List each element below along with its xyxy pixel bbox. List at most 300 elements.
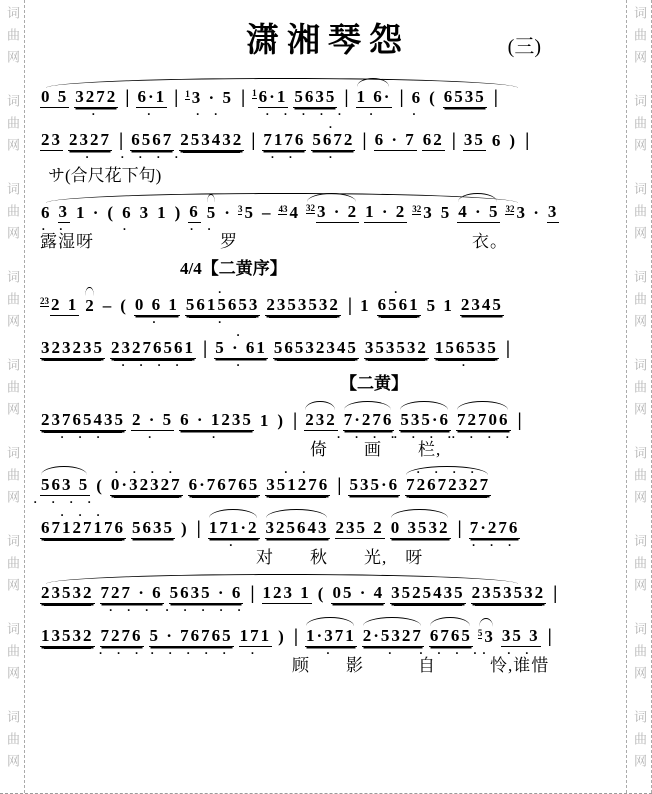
note-group [335,518,385,549]
note-group [40,130,63,161]
note-digits: 5635 · 6 [169,583,243,602]
octave-dots-above: · [236,328,246,342]
note-digits: 6·1 [137,87,167,106]
note-group [273,338,359,369]
octave-dots-below: · · [507,646,535,660]
note-digits: 6567 [131,130,174,149]
note-digits: ) [181,519,189,538]
note-group [95,476,105,506]
grace-note: 3 [237,203,243,214]
watermark-text-right: 词曲网 词曲网 词曲网 词曲网 词曲网 词曲网 词曲网 词曲网 词曲网 [632,6,647,776]
barline: | [547,626,552,647]
note-group [262,583,312,614]
note-digits: 5672 [312,130,355,149]
music-line-9 [40,399,616,444]
barline: | [337,475,342,496]
note-digits: 3 · [516,203,541,222]
note-group [362,626,424,660]
note-group [311,120,355,164]
note-group [377,285,421,326]
note-group [40,203,53,236]
octave-dots-below: · [236,358,246,372]
note-digits: 3272 [75,87,118,106]
note-group [419,626,483,660]
barline: | [362,130,367,151]
barline: | [240,87,246,108]
note-group [359,296,372,326]
note-group [40,410,126,444]
note-group [469,518,521,552]
octave-dots-below: · [207,222,217,236]
note-digits: · [224,203,232,222]
note-digits: 5615653 [185,295,260,314]
note-digits: 535·6 [349,475,400,494]
octave-dots-below: · · · [99,646,144,660]
note-group [412,203,435,233]
note-group [40,338,105,369]
slur-arc [400,401,448,410]
note-digits: 05 · 4 [332,583,385,602]
lyrics-line: 露湿呀 罗 衣。 [40,232,508,251]
note-digits: 353532 [364,338,428,357]
octave-dots-below: · · · · [121,358,185,372]
note-group [239,626,273,660]
octave-dots-below: · · · [60,430,106,444]
note-digits: 5 [244,203,255,222]
note-digits: 6 [491,131,503,150]
section-label: 4/4【二黄序】 [180,259,287,278]
slur-arc [209,509,257,518]
note-digits: ) [509,131,518,150]
note-group [102,296,115,326]
part-number: (三) [507,36,541,58]
note-digits: 3 [484,627,495,646]
note-group [477,627,496,660]
note-digits: ( [429,88,437,107]
note-digits: 5 [440,203,452,222]
barline: | [251,130,256,151]
note-digits: 67127176 [41,518,125,537]
grace-note: 5 [477,627,483,638]
note-group [440,203,453,233]
watermark-rail-right [626,0,652,793]
section-label: サ(合尺花下句) [48,166,162,185]
octave-dots-below: · [229,538,239,552]
barline: | [525,130,530,151]
octave-dots-above: · [394,285,404,299]
note-digits: 1 [360,296,371,315]
note-digits: 2327 [69,130,111,149]
note-group [214,328,268,372]
note-digits: 0·32327 [110,475,182,494]
octave-dots-below: · [122,222,132,236]
note-group [501,626,541,660]
note-digits: ( [107,203,116,222]
note-group [40,626,95,657]
note-group [119,296,129,326]
note-digits: 563 5 [41,475,90,494]
octave-dots-below: · [388,646,398,660]
music-line-11 [40,507,616,552]
lyrics-line: 对 秋 光, 呀 [40,548,424,567]
note-digits: 3 · 2 [316,202,359,221]
grace-note: 32 [505,203,515,214]
barline: | [344,87,349,108]
note-digits: 1 · [76,203,101,222]
note-digits: 1 [157,203,168,222]
note-group [428,88,438,118]
note-digits: 6 [122,203,133,222]
note-digits: 6 [411,88,423,107]
note-digits: 171 [239,626,272,645]
note-group [278,203,301,233]
note-group [40,583,95,614]
music-line-2 [40,119,616,164]
octave-dots-below: · [152,315,162,329]
octave-dots-below: · · · · [283,107,347,121]
note-digits: 2353532 [471,583,546,602]
music-line-4 [40,191,616,236]
note-digits: 6 [189,202,200,221]
music-line-12 [40,572,616,617]
note-group [238,203,256,233]
barline: | [174,87,179,108]
note-group [364,202,407,233]
octave-dots-below: · · · · [33,495,97,509]
slur-arc [457,401,508,410]
note-group [505,203,541,233]
octave-dots-below: · [147,107,157,121]
note-group [337,410,401,444]
lyrics-line: 倚 画 栏, [40,440,442,459]
octave-dots-below: · · · · [451,430,515,444]
slur-arc [85,287,94,296]
note-digits: 323235 [41,338,104,357]
note-group [208,518,260,552]
note-group [110,465,183,506]
note-group [106,203,116,233]
barline: | [399,87,404,108]
note-digits: 2 · 5 [132,410,174,429]
note-digits: 7276 [100,626,143,645]
note-digits: 23 [41,130,62,149]
note-group [460,295,504,326]
note-group [422,130,445,161]
note-group [331,583,385,614]
note-group [179,130,244,161]
note-group [508,131,518,161]
note-digits: 0 3532 [390,518,450,537]
note-digits: 6 [41,203,52,222]
note-digits: 0 5 [41,87,69,106]
slur-arc [479,618,493,627]
octave-dots-below: · [326,646,336,660]
slur-arc [391,509,448,518]
note-digits: 3525435 [391,583,465,602]
octave-dots-below: · · [196,107,224,121]
note-group [165,583,247,617]
note-group [121,203,134,236]
note-group [149,626,234,660]
grace-note: 1 [185,88,190,99]
note-group [188,202,201,236]
octave-dots-below: · [59,222,69,236]
slur-arc [306,617,354,626]
music-line-1 [40,76,616,121]
note-digits: 23765435 [41,410,125,429]
note-digits: 171·2 [208,518,259,537]
note-group [40,295,79,326]
note-group [393,410,457,444]
note-group [68,130,112,164]
score-title: 潇湘琴怨 [246,23,410,59]
note-digits: 3 [58,202,69,221]
slur-arc [430,617,470,626]
note-digits: 72706 [457,410,510,429]
note-digits: ( [120,296,128,315]
octave-dots-below: · [212,430,221,444]
note-digits: 6561 [377,295,420,314]
note-digits: 2353532 [266,295,340,314]
note-digits: 6765 [429,626,472,645]
note-digits: 5 1 [426,296,454,315]
note-group [411,88,424,121]
note-group [390,583,466,614]
slur-arc [41,466,87,475]
note-digits: 1 6· [356,87,392,106]
note-group [58,202,71,236]
note-digits: 3 [139,203,151,222]
note-digits: 5 · 61 [215,338,267,357]
octave-dots-below: · [328,150,338,164]
note-group [131,518,175,549]
grace-note: 1 [252,87,257,98]
octave-dots-below: · [482,646,492,660]
note-digits: 5635 [132,518,174,537]
note-group [180,519,190,549]
octave-dots-below: · [369,107,379,121]
octave-dots-below: · [412,107,422,121]
note-group [74,87,118,121]
note-group [99,626,144,660]
barline: | [517,410,522,431]
music-line-7 [40,327,616,372]
note-group [451,410,515,444]
barline: | [457,518,462,539]
note-digits: 13532 [41,626,94,645]
octave-dots-below: · · · · [419,646,483,660]
octave-dots-above: · [328,120,338,134]
note-digits: 4 [289,203,300,222]
note-group [283,87,347,121]
note-digits: 727 · 6 [100,583,163,602]
note-group [188,475,261,506]
note-group [276,411,286,441]
note-group [156,203,169,233]
note-digits: 3 [423,203,434,222]
note-digits: 6535 [443,87,486,106]
note-digits: 2345 [460,295,503,314]
note-digits: 235 2 [335,518,384,537]
note-digits: 253432 [180,130,244,149]
music-line-13 [40,615,616,660]
note-group [206,203,219,236]
note-digits: 123 1 [262,583,311,602]
note-group [185,88,234,121]
octave-dots-below: · · · · [337,430,401,444]
note-group [259,411,272,441]
note-group [136,87,167,121]
slur-arc [266,509,327,518]
octave-dots-below: · · · · · [150,646,232,660]
octave-dots-below: · [218,315,228,329]
octave-dots-below: · · [270,150,298,164]
note-digits: ( [96,476,104,495]
barline: | [493,87,498,108]
note-digits: 232 [305,410,337,429]
note-group [426,296,455,326]
note-group [120,130,184,164]
octave-dots-above: · · · · [114,465,178,479]
octave-dots-below: · · · [472,538,518,552]
note-digits: ( [317,584,326,603]
note-group [317,584,327,614]
note-group [443,87,487,118]
note-digits: 156535 [434,338,498,357]
note-digits: 535·6 [400,410,451,429]
note-group [348,475,400,506]
barline: | [451,130,456,151]
note-group [390,518,451,549]
note-digits: 35 3 [501,626,540,645]
note-digits: 5635 [294,87,337,106]
note-digits: 6·76765 [188,475,260,494]
note-digits: 5 · 76765 [149,626,233,645]
note-digits: 7176 [263,130,306,149]
note-group [265,465,330,506]
note-group [179,410,254,444]
note-digits: – [261,203,273,222]
barline: | [293,626,299,647]
note-digits: 351276 [266,475,330,494]
note-digits: 7·276 [469,518,520,537]
note-group [110,338,196,372]
music-line-6 [40,284,616,329]
octave-dots-below: · · · · [120,150,184,164]
octave-dots-below: · [250,646,260,660]
note-group [491,131,504,161]
note-group [356,87,393,121]
octave-dots-below: · · · [109,603,155,617]
octave-dots-above: · [218,285,228,299]
barline: | [347,295,353,316]
note-group [405,465,491,506]
octave-dots-below: · [148,430,158,444]
note-group [75,203,101,233]
octave-dots-below: · · · · · [165,603,247,617]
note-digits: 62 [422,130,444,149]
barline: | [125,87,130,108]
note-group [134,295,180,329]
note-digits: 2 [85,296,96,315]
note-group [33,475,97,509]
octave-dots-below: · [91,107,101,121]
octave-dots-below: · [41,222,51,236]
note-digits: 23276561 [111,338,195,357]
grace-note: 23 [40,295,49,306]
note-digits: 6 · 1235 [180,410,253,429]
note-digits: ) [277,411,286,430]
barline: | [203,338,208,359]
slur-arc [363,617,421,626]
note-group [265,518,330,549]
grace-note: 43 [278,203,288,214]
note-group [547,202,560,233]
music-line-10 [33,464,616,509]
octave-dots-below: · [190,222,200,236]
watermark-text-left: 词曲网 词曲网 词曲网 词曲网 词曲网 词曲网 词曲网 词曲网 词曲网 [5,6,20,776]
note-digits: 0 6 1 [134,295,179,314]
note-digits: 2·5327 [362,626,423,645]
section-label: 【二黄】 [340,374,408,393]
score-content [33,0,616,680]
note-digits: ) [278,627,286,646]
note-group [306,202,359,233]
barline: | [293,410,298,431]
note-group [84,296,97,326]
note-digits: 6 · 7 [374,130,416,149]
watermark-rail-left [0,0,25,793]
note-group [277,627,287,657]
note-group [304,410,338,441]
note-digits: 2 1 [51,295,79,314]
barline: | [505,338,511,359]
note-group [305,626,357,660]
note-digits: 56532345 [273,338,358,357]
note-digits: 35 [463,130,485,149]
barline: | [119,130,124,151]
octave-dots-above: · · · [60,508,106,522]
note-digits: 1 [259,411,271,430]
grace-note: 32 [305,202,315,213]
barline: | [553,583,558,604]
note-group [174,203,184,233]
octave-dots-above: · · [284,465,312,479]
note-digits: 7·276 [343,410,394,429]
note-group [40,508,126,549]
note-digits: 3 [547,202,559,221]
note-group [364,338,429,369]
note-digits: 3 · 5 [191,88,233,107]
note-group [40,87,69,118]
octave-dots-below: · [265,107,275,121]
slur-arc [458,193,497,202]
note-digits: 6·1 [258,87,288,106]
note-group [185,285,261,329]
note-group [463,130,486,161]
octave-dots-below: · [461,358,471,372]
grace-note: 32 [412,203,422,214]
note-group [265,295,341,326]
note-group [131,410,174,444]
note-group [223,203,233,233]
phrase-slur [46,193,518,203]
note-digits: 1 · 2 [365,202,407,221]
note-group [100,583,164,617]
note-group [262,130,306,164]
lyrics-line: 顾 影 自 怜,谁惜 [40,656,550,675]
title-row [40,0,616,76]
